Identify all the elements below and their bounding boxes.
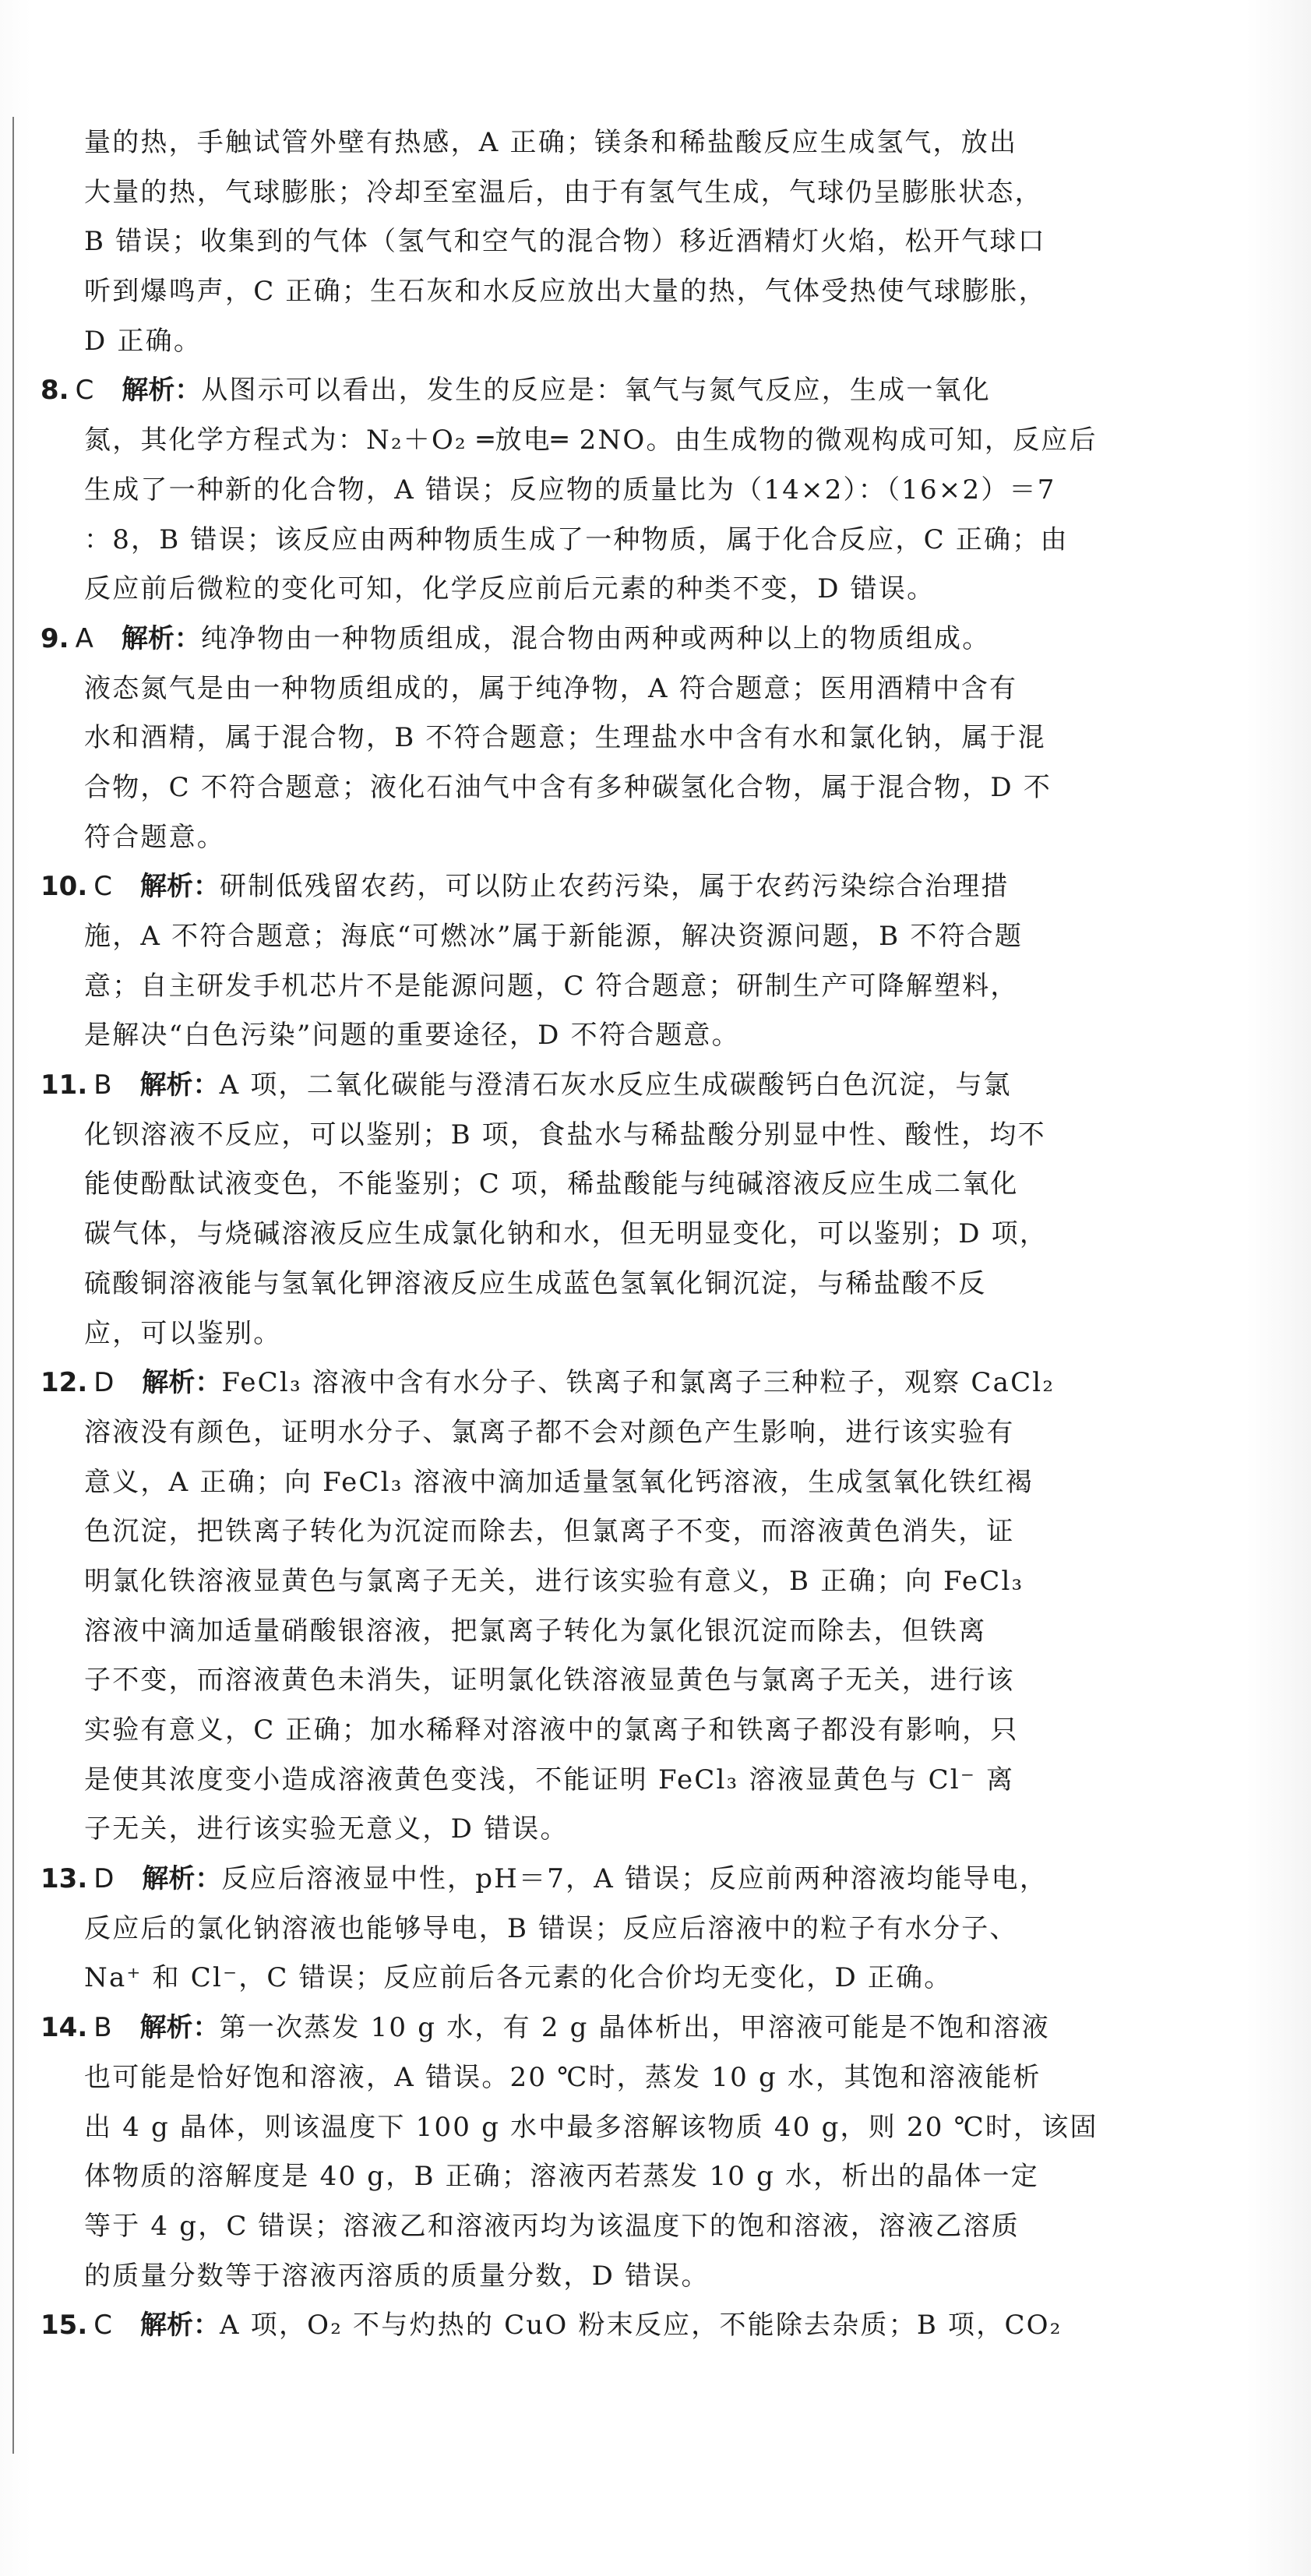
explanation-line: Na⁺ 和 Cl⁻，C 错误；反应前后各元素的化合价均无变化，D 正确。: [84, 1962, 953, 1994]
continued-text-line: B 错误；收集到的气体（氢气和空气的混合物）移近酒精灯火焰，松开气球口: [84, 226, 1046, 258]
answer-letter: D: [93, 1863, 115, 1895]
explanation-text: A 项，二氧化碳能与澄清石灰水反应生成碳酸钙白色沉淀，与氯: [219, 1070, 1012, 1101]
explanation-line: 是解决“白色污染”问题的重要途径，D 不符合题意。: [84, 1020, 740, 1052]
explanation-line: 应，可以鉴别。: [84, 1317, 282, 1349]
analysis-label: 解析：: [139, 871, 220, 903]
question-number: 9.: [41, 622, 69, 654]
explanation-text: 反应后溶液显中性，pH＝7，A 错误；反应前两种溶液均能导电，: [221, 1863, 1048, 1895]
explanation-line: 子无关，进行该实验无意义，D 错误。: [84, 1813, 569, 1845]
explanation-line: 碳气体，与烧碱溶液反应生成氯化钠和水，但无明显变化，可以鉴别；D 项，: [84, 1218, 1048, 1250]
explanation-line: 是使其浓度变小造成溶液黄色变浅，不能证明 FeCl₃ 溶液显黄色与 Cl⁻ 离: [84, 1764, 1015, 1795]
question-number: 10.: [41, 871, 88, 903]
continued-text-line: 听到爆鸣声，C 正确；生石灰和水反应放出大量的热，气体受热使气球膨胀，: [84, 276, 1047, 308]
explanation-line: 出 4 g 晶体，则该温度下 100 g 水中最多溶解该物质 40 g，则 20 ℃时，该固: [84, 2111, 1098, 2143]
analysis-label: 解析：: [139, 2310, 220, 2342]
analysis-label: 解析：: [142, 1367, 222, 1399]
explanation-line: 氮，其化学方程式为：N₂＋O₂ ═放电═ 2NO。由生成物的微观构成可知，反应后: [84, 425, 1098, 456]
explanation-text: 研制低残留农药，可以防止农药污染，属于农药污染综合治理措: [219, 871, 1010, 903]
analysis-label: 解析：: [122, 375, 202, 407]
explanation-line: 施，A 不符合题意；海底“可燃冰”属于新能源，解决资源问题，B 不符合题: [84, 921, 1024, 952]
answer-letter: D: [93, 1367, 115, 1399]
explanation-line: 能使酚酞试液变色，不能鉴别；C 项，稀盐酸能与纯碱溶液反应生成二氧化: [84, 1168, 1019, 1200]
analysis-label: 解析：: [142, 1863, 222, 1895]
explanation-text: 纯净物由一种物质组成，混合物由两种或两种以上的物质组成。: [200, 622, 991, 654]
explanation-line: 等于 4 g，C 错误；溶液乙和溶液丙均为该温度下的饱和溶液，溶液乙溶质: [84, 2210, 1020, 2242]
explanation-line: 意义，A 正确；向 FeCl₃ 溶液中滴加适量氢氧化钙溶液，生成氢氧化铁红褐: [84, 1466, 1034, 1498]
answer-letter: B: [93, 2012, 112, 2044]
analysis-label: 解析：: [121, 622, 201, 654]
continued-text-line: D 正确。: [84, 325, 203, 357]
question-number: 8.: [41, 375, 69, 407]
page-margin-rule: [12, 117, 14, 2454]
explanation-line: 生成了一种新的化合物，A 错误；反应物的质量比为（14×2）：（16×2）＝7: [84, 474, 1056, 506]
question-11-header: [41, 1061, 1115, 1111]
explanation-line: ：8，B 错误；该反应由两种物质生成了一种物质，属于化合反应，C 正确；由: [84, 523, 1069, 555]
question-number: 15.: [41, 2310, 88, 2342]
question-9-header: [41, 615, 1115, 664]
question-10-header: [41, 862, 1115, 912]
analysis-label: 解析：: [139, 1070, 220, 1101]
explanation-line: 符合题意。: [84, 821, 225, 853]
explanation-line: 子不变，而溶液黄色未消失，证明氯化铁溶液显黄色与氯离子无关，进行该: [84, 1665, 1015, 1697]
continued-text-line: 量的热，手触试管外壁有热感，A 正确；镁条和稀盐酸反应生成氢气，放出: [84, 127, 1018, 158]
explanation-line: 的质量分数等于溶液丙溶质的质量分数，D 错误。: [84, 2260, 710, 2292]
question-number: 11.: [41, 1070, 88, 1101]
explanation-line: 反应后的氯化钠溶液也能够导电，B 错误；反应后溶液中的粒子有水分子、: [84, 1912, 1018, 1944]
explanation-text: A 项，O₂ 不与灼热的 CuO 粉末反应，不能除去杂质；B 项，CO₂: [219, 2310, 1063, 2342]
explanation-line: 液态氮气是由一种物质组成的，属于纯净物，A 符合题意；医用酒精中含有: [84, 672, 1018, 704]
answer-explanations: [41, 118, 1115, 2351]
explanation-line: 意；自主研发手机芯片不是能源问题，C 符合题意；研制生产可降解塑料，: [84, 970, 1019, 1002]
answer-letter: B: [93, 1070, 112, 1101]
explanation-line: 明氯化铁溶液显黄色与氯离子无关，进行该实验有意义，B 正确；向 FeCl₃: [84, 1565, 1024, 1597]
question-number: 14.: [41, 2012, 88, 2044]
question-number: 13.: [41, 1863, 88, 1895]
answer-letter: A: [75, 622, 93, 654]
question-8-header: [41, 366, 1115, 416]
explanation-line: 化钡溶液不反应，可以鉴别；B 项，食盐水与稀盐酸分别显中性、酸性，均不: [84, 1119, 1046, 1151]
explanation-line: 色沉淀，把铁离子转化为沉淀而除去，但氯离子不变，而溶液黄色消失，证: [84, 1516, 1015, 1548]
answer-letter: C: [93, 871, 112, 903]
explanation-text: FeCl₃ 溶液中含有水分子、铁离子和氯离子三种粒子，观察 CaCl₂: [221, 1367, 1055, 1399]
explanation-line: 合物，C 不符合题意；液化石油气中含有多种碳氢化合物，属于混合物，D 不: [84, 771, 1052, 803]
question-13-header: [41, 1855, 1115, 1905]
analysis-label: 解析：: [139, 2012, 220, 2044]
explanation-line: 反应前后微粒的变化可知，化学反应前后元素的种类不变，D 错误。: [84, 573, 936, 605]
question-15-header: [41, 2301, 1115, 2351]
explanation-text: 从图示可以看出，发生的反应是：氧气与氮气反应，生成一氧化: [201, 375, 991, 407]
question-14-header: [41, 2003, 1115, 2053]
question-number: 12.: [41, 1367, 88, 1399]
explanation-line: 水和酒精，属于混合物，B 不符合题意；生理盐水中含有水和氯化钠，属于混: [84, 722, 1046, 754]
explanation-text: 第一次蒸发 10 g 水，有 2 g 晶体析出，甲溶液可能是不饱和溶液: [219, 2012, 1050, 2044]
explanation-line: 体物质的溶解度是 40 g，B 正确；溶液丙若蒸发 10 g 水，析出的晶体一定: [84, 2161, 1039, 2193]
answer-letter: C: [75, 375, 94, 407]
question-12-header: [41, 1358, 1115, 1408]
continued-text-line: 大量的热，气球膨胀；冷却至室温后，由于有氢气生成，气球仍呈膨胀状态，: [84, 176, 1043, 208]
answer-letter: C: [93, 2310, 112, 2342]
explanation-line: 也可能是恰好饱和溶液，A 错误。20 ℃时，蒸发 10 g 水，其饱和溶液能析: [84, 2061, 1041, 2093]
explanation-line: 溶液中滴加适量硝酸银溶液，把氯离子转化为氯化银沉淀而除去，但铁离: [84, 1615, 987, 1647]
explanation-line: 实验有意义，C 正确；加水稀释对溶液中的氯离子和铁离子都没有影响，只: [84, 1714, 1019, 1746]
explanation-line: 溶液没有颜色，证明水分子、氯离子都不会对颜色产生影响，进行该实验有: [84, 1416, 1015, 1448]
explanation-line: 硫酸铜溶液能与氢氧化钾溶液反应生成蓝色氢氧化铜沉淀，与稀盐酸不反: [84, 1267, 987, 1299]
